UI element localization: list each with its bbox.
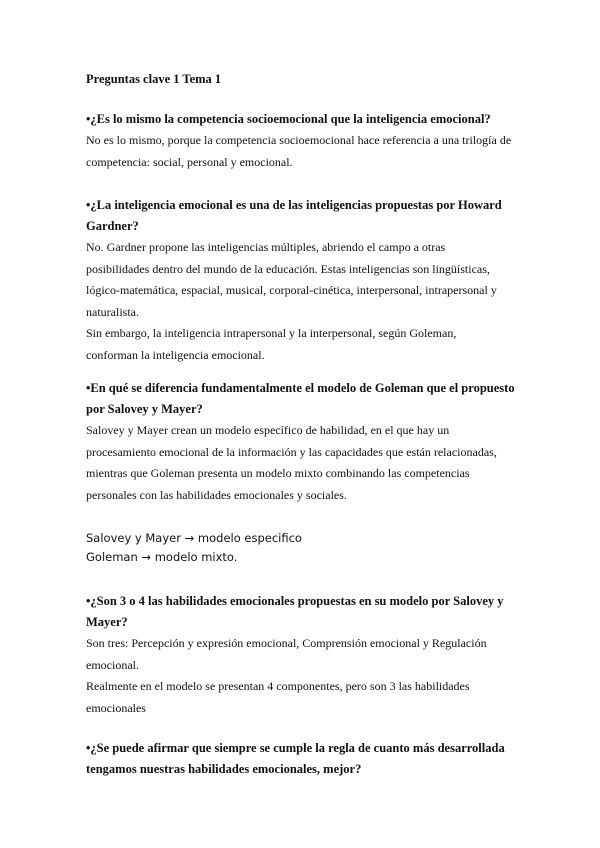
answer-1-line-1: No es lo mismo, porque la competencia socioemocional hace referencia a una trilogía de [86, 133, 512, 147]
answer-3-line-1: Salovey y Mayer crean un modelo específico de habilidad, en el que hay un [86, 423, 450, 437]
question-3-line-2: por Salovey y Mayer? [86, 402, 203, 416]
answer-2-line-4: naturalista. [86, 304, 139, 319]
model-summary [86, 529, 526, 567]
summary-salovey-mayer: Salovey y Mayer → modelo especifico [86, 531, 302, 545]
answer-4-line-4: emocionales [86, 700, 146, 715]
summary-goleman: Goleman → modelo mixto. [86, 550, 238, 564]
question-2-line-2: Gardner? [86, 219, 139, 233]
answer-4-line-2: emocional. [86, 657, 139, 672]
question-3-line-1: •En qué se diferencia fundamentalmente el modelo de Goleman que el propuesto [86, 381, 515, 395]
qa-section-1 [86, 109, 526, 173]
answer-2-line-2: posibilidades dentro del mundo de la educación. Estas inteligencias son lingüísticas, [86, 261, 490, 276]
qa-section-5 [86, 738, 526, 780]
question-5-line-2: tengamos nuestras habilidades emocionales, mejor? [86, 762, 362, 776]
qa-section-4 [86, 591, 526, 719]
answer-2-line-5: Sin embargo, la inteligencia intrapersonal y la interpersonal, según Goleman, [86, 326, 457, 340]
answer-1-line-2: competencia: social, personal y emocional. [86, 154, 293, 169]
answer-4-line-1: Son tres: Percepción y expresión emocional, Comprensión emocional y Regulación [86, 636, 487, 650]
question-1: •¿Es lo mismo la competencia socioemocional que la inteligencia emocional? [86, 112, 491, 126]
answer-2-line-1: No. Gardner propone las inteligencias múltiples, abriendo el campo a otras [86, 240, 446, 254]
question-4-line-2: Mayer? [86, 615, 128, 629]
question-5-line-1: •¿Se puede afirmar que siempre se cumple la regla de cuanto más desarrollada [86, 741, 505, 755]
answer-2-line-6: conforman la inteligencia emocional. [86, 347, 265, 362]
qa-section-2 [86, 195, 526, 366]
answer-4-line-3: Realmente en el modelo se presentan 4 componentes, pero son 3 las habilidades [86, 679, 470, 693]
question-4-line-1: •¿Son 3 o 4 las habilidades emocionales propuestas en su modelo por Salovey y [86, 594, 504, 608]
answer-3-line-2: procesamiento emocional de la información y las capacidades que están relacionadas, [86, 444, 497, 459]
answer-2-line-3: lógico-matemática, espacial, musical, corporal-cinética, interpersonal, intrapersonal y [86, 283, 497, 297]
question-2-line-1: •¿La inteligencia emocional es una de las inteligencias propuestas por Howard [86, 198, 502, 212]
document-title: Preguntas clave 1 Tema 1 [86, 72, 222, 86]
answer-3-line-4: personales con las habilidades emocionales y sociales. [86, 487, 347, 502]
answer-3-line-3: mientras que Goleman presenta un modelo mixto combinando las competencias [86, 466, 470, 480]
qa-section-3 [86, 378, 526, 506]
